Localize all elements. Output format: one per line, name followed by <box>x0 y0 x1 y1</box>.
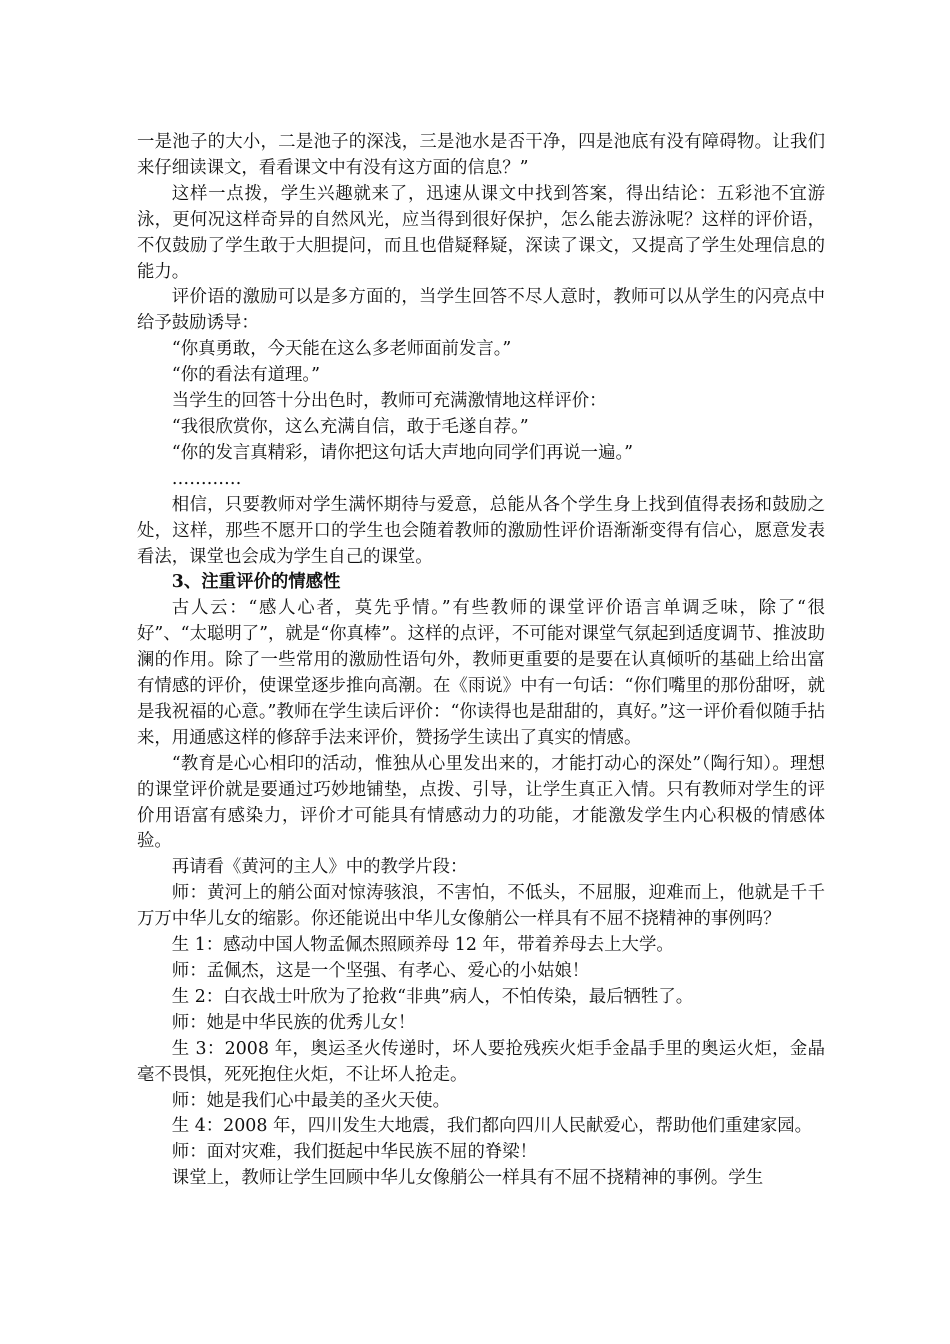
paragraph: 课堂上，教师让学生回顾中华儿女像艄公一样具有不屈不挠精神的事例。学生 <box>171 1168 764 1189</box>
paragraph: 相信，只要教师对学生满怀期待与爱意，总能从各个学生身上找到值得表扬和鼓励之处，这样，那些不愿开口的学生也会随着教师的激励性评价语渐渐变得有信心，愿意发表看法，课堂也会成为学生自己的课堂。 <box>137 494 825 567</box>
dialogue-line: 师：她是我们心中最美的圣火天使。 <box>171 1090 451 1111</box>
dialogue-line: 生 3：2008 年，奥运圣火传递时，坏人要抢残疾火炬手金晶手里的奥运火炬，金晶毫不畏惧，死死抱住火炬，不让坏人抢走。 <box>137 1038 825 1085</box>
quote-line: “你真勇敢，今天能在这么多老师面前发言。” <box>171 339 512 360</box>
paragraph: 这样一点拨，学生兴趣就来了，迅速从课文中找到答案，得出结论：五彩池不宜游泳，更何况这样奇异的自然风光，应当得到很好保护，怎么能去游泳呢？这样的评价语，不仅鼓励了学生敢于大胆提问，而且也借疑释疑，深读了课文，又提高了学生处理信息的能力。 <box>137 183 825 282</box>
dialogue-line: 师：黄河上的艄公面对惊涛骇浪，不害怕，不低头，不屈服，迎难而上，他就是千千万万中华儿女的缩影。你还能说出中华儿女像艄公一样具有不屈不挠精神的事例吗？ <box>137 883 825 930</box>
paragraph: 古人云：“感人心者，莫先乎情。”有些教师的课堂评价语言单调乏味，除了“很好”、“太聪明了”，就是“你真棒”。这样的点评，不可能对课堂气氛起到适度调节、推波助澜的作用。除了一些常用的激励性语句外，教师更重要的是要在认真倾听的基础上给出富有情感的评价，使课堂逐步推向高潮。在《雨说》中有一句话：“你们嘴里的那份甜呀，就是我祝福的心意。”教师在学生读后评价：“你读得也是甜甜的，真好。”这一评价看似随手拈来，用通感这样的修辞手法来评价，赞扬学生读出了真实的情感。 <box>137 598 825 748</box>
ellipsis-line: ………… <box>171 468 242 489</box>
quote-line: “我很欣赏你，这么充满自信，敢于毛遂自荐。” <box>171 416 529 437</box>
dialogue-line: 生 1：感动中国人物孟佩杰照顾养母 12 年，带着养母去上大学。 <box>171 935 674 956</box>
section-heading: 3、注重评价的情感性 <box>171 572 341 593</box>
paragraph: “教育是心心相印的活动，惟独从心里发出来的，才能打动心的深处”（陶行知）。理想的课堂评价就是要通过巧妙地铺垫，点拨、引导，让学生真正入情。只有教师对学生的评价用语富有感染力，评价才可能具有情感动力的功能，才能激发学生内心积极的情感体验。 <box>137 753 825 852</box>
document-body <box>137 130 825 1192</box>
dialogue-line: 生 2：白衣战士叶欣为了抢救“非典”病人，不怕传染，最后牺牲了。 <box>171 986 694 1007</box>
dialogue-line: 师：她是中华民族的优秀儿女！ <box>171 1012 416 1033</box>
paragraph: 一是池子的大小，二是池子的深浅，三是池水是否干净，四是池底有没有障碍物。让我们来仔细读课文，看看课文中有没有这方面的信息？” <box>137 132 825 178</box>
quote-line: “你的看法有道理。” <box>171 365 321 386</box>
paragraph: 再请看《黄河的主人》中的教学片段： <box>171 857 468 878</box>
quote-line: “你的发言真精彩，请你把这句话大声地向同学们再说一遍。” <box>171 442 634 463</box>
dialogue-line: 师：孟佩杰，这是一个坚强、有孝心、爱心的小姑娘！ <box>171 961 590 981</box>
paragraph: 当学生的回答十分出色时，教师可充满激情地这样评价： <box>171 391 607 412</box>
paragraph: 评价语的激励可以是多方面的，当学生回答不尽人意时，教师可以从学生的闪亮点中给予鼓励诱导： <box>137 287 825 334</box>
dialogue-line: 生 4：2008 年，四川发生大地震，我们都向四川人民献爱心，帮助他们重建家园。 <box>171 1116 813 1137</box>
dialogue-line: 师：面对灾难，我们挺起中华民族不屈的脊梁！ <box>171 1142 538 1163</box>
